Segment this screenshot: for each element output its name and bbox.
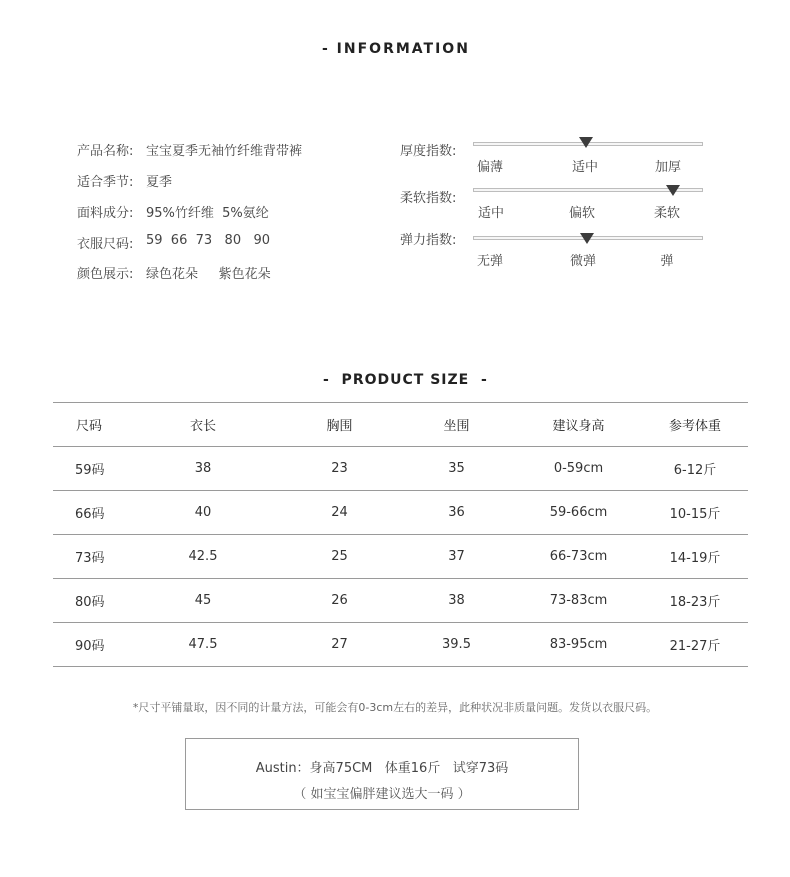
table-cell: 0-59cm xyxy=(515,447,642,491)
table-cell: 25 xyxy=(281,535,398,579)
model-advice: （ 如宝宝偏胖建议选大一码 ） xyxy=(293,787,471,802)
table-cell: 26 xyxy=(281,579,398,623)
table-row xyxy=(53,579,748,623)
table-cell: 23 xyxy=(281,447,398,491)
elasticity-label: 弹力指数: xyxy=(400,233,457,248)
table-cell: 59码 xyxy=(53,447,125,491)
fabric-label: 面料成分: xyxy=(77,206,134,221)
table-cell: 45 xyxy=(125,579,281,623)
elasticity-marker xyxy=(580,233,594,244)
softness-option: 偏软 xyxy=(568,206,596,221)
table-cell: 59-66cm xyxy=(515,491,642,535)
thickness-option: 加厚 xyxy=(654,160,682,175)
table-cell: 73码 xyxy=(53,535,125,579)
table-cell: 24 xyxy=(281,491,398,535)
column-header: 胸围 xyxy=(281,403,398,447)
column-header: 参考体重 xyxy=(642,403,748,447)
model-stats: Austin：身高75CM 体重16斤 试穿73码 xyxy=(255,761,509,776)
thickness-option: 适中 xyxy=(571,160,599,175)
column-header: 尺码 xyxy=(53,403,125,447)
colors-label: 颜色展示: xyxy=(77,267,134,282)
model-info-box xyxy=(185,738,579,810)
table-row xyxy=(53,491,748,535)
table-cell: 66码 xyxy=(53,491,125,535)
table-cell: 39.5 xyxy=(398,623,515,667)
column-header: 坐围 xyxy=(398,403,515,447)
table-cell: 47.5 xyxy=(125,623,281,667)
size-table xyxy=(53,402,748,667)
sizes-value: 59 66 73 80 90 xyxy=(146,233,271,248)
product-size-heading: - PRODUCT SIZE - xyxy=(323,372,488,388)
product-name-value: 宝宝夏季无袖竹纤维背带裤 xyxy=(146,144,303,159)
table-cell: 80码 xyxy=(53,579,125,623)
table-cell: 18-23斤 xyxy=(642,579,748,623)
measurement-note: *尺寸平铺量取，因不同的计量方法，可能会有0-3cm左右的差异，此种状况非质量问题。发货以衣服尺码。 xyxy=(132,701,658,714)
table-cell: 66-73cm xyxy=(515,535,642,579)
table-cell: 83-95cm xyxy=(515,623,642,667)
season-value: 夏季 xyxy=(146,175,173,190)
fabric-value: 95%竹纤维 5%氨纶 xyxy=(146,206,269,221)
table-cell: 14-19斤 xyxy=(642,535,748,579)
table-cell: 38 xyxy=(125,447,281,491)
table-cell: 37 xyxy=(398,535,515,579)
table-cell: 10-15斤 xyxy=(642,491,748,535)
table-row xyxy=(53,623,748,667)
softness-marker xyxy=(666,185,680,196)
information-heading: - INFORMATION xyxy=(322,41,470,57)
table-cell: 90码 xyxy=(53,623,125,667)
column-header: 建议身高 xyxy=(515,403,642,447)
product-name-label: 产品名称: xyxy=(77,144,134,159)
colors-value: 绿色花朵 紫色花朵 xyxy=(146,267,271,282)
thickness-label: 厚度指数: xyxy=(400,144,457,159)
table-cell: 21-27斤 xyxy=(642,623,748,667)
table-cell: 36 xyxy=(398,491,515,535)
season-label: 适合季节: xyxy=(77,175,134,190)
elasticity-option: 无弹 xyxy=(476,254,504,269)
table-cell: 38 xyxy=(398,579,515,623)
thickness-marker xyxy=(579,137,593,148)
softness-option: 适中 xyxy=(477,206,505,221)
sizes-label: 衣服尺码: xyxy=(77,237,134,252)
table-cell: 35 xyxy=(398,447,515,491)
elasticity-option: 弹 xyxy=(660,254,674,269)
softness-option: 柔软 xyxy=(653,206,681,221)
table-cell: 42.5 xyxy=(125,535,281,579)
table-row xyxy=(53,447,748,491)
elasticity-option: 微弹 xyxy=(569,254,597,269)
table-header-row xyxy=(53,403,748,447)
softness-label: 柔软指数: xyxy=(400,191,457,206)
thickness-option: 偏薄 xyxy=(476,160,504,175)
table-cell: 73-83cm xyxy=(515,579,642,623)
table-cell: 40 xyxy=(125,491,281,535)
table-cell: 27 xyxy=(281,623,398,667)
table-row xyxy=(53,535,748,579)
column-header: 衣长 xyxy=(125,403,281,447)
table-cell: 6-12斤 xyxy=(642,447,748,491)
